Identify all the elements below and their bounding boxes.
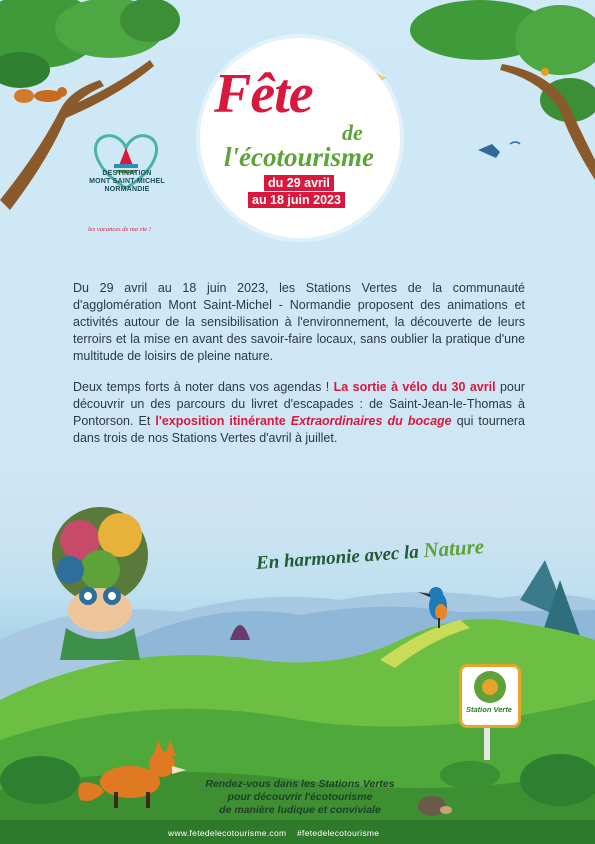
paragraph-2-middle: pour découvrir un des parcours du livret d'escapades : de Saint-Jean-le-Thomas à Pontorson. Et	[73, 380, 525, 428]
destination-tagline: les vacances de ma vie !	[88, 226, 151, 233]
hashtag: #fetedelecotourisme	[297, 828, 380, 838]
station-verte-logo-icon	[462, 667, 518, 707]
exhibition-highlight: l'exposition itinérante	[155, 414, 291, 428]
destination-line3: NORMANDIE	[104, 186, 150, 193]
title-fete: Fête	[214, 63, 313, 125]
station-verte-label: Station Verte	[466, 705, 512, 714]
paragraph-1: Du 29 avril au 18 juin 2023, les Stations Vertes de la communauté d'agglomération Mont Saint-Michel - Normandie proposent des animations et activités autour de la sensibilisation à l'environnement, la découverte de leurs terroirs et la mise en avant des savoir-faire locaux, sans oublier la pratique d'une multitude de loisirs de pleine nature.	[73, 281, 525, 363]
body-text	[73, 280, 525, 461]
top-right-tree	[410, 0, 595, 180]
station-verte-sign	[459, 664, 521, 728]
date-start: du 29 avril	[264, 175, 334, 191]
footer-line2: pour découvrir l'écotourisme	[227, 791, 373, 803]
paragraph-2-end: qui tournera dans trois de nos Stations Vertes d'avril à juillet.	[73, 414, 525, 445]
slogan-nature: Nature	[422, 534, 485, 563]
exhibition-title: Extraordinaires du bocage	[290, 414, 452, 428]
paragraph-2	[73, 379, 525, 447]
destination-line2: MONT SAINT-MICHEL	[89, 178, 165, 185]
title-ecotourisme: l'écotourisme	[224, 142, 374, 172]
slogan-part1: En harmonie avec la	[255, 541, 425, 574]
swallow-illustration	[478, 140, 508, 158]
website-link[interactable]: www.fetedelecotourisme.com	[168, 828, 287, 838]
paragraph-2-intro: Deux temps forts à noter dans vos agendas !	[73, 380, 334, 394]
footer-line1: Rendez-vous dans les Stations Vertes	[205, 778, 395, 790]
destination-line1: DESTINATION	[102, 170, 152, 177]
footer-web	[168, 828, 387, 838]
bike-ride-highlight: La sortie à vélo du 30 avril	[333, 380, 496, 394]
footer-message	[150, 778, 450, 817]
destination-logo	[82, 132, 172, 194]
footer-line3: de manière ludique et conviviale	[219, 804, 381, 816]
date-end: au 18 juin 2023	[248, 192, 345, 208]
title-de: de	[342, 120, 363, 145]
